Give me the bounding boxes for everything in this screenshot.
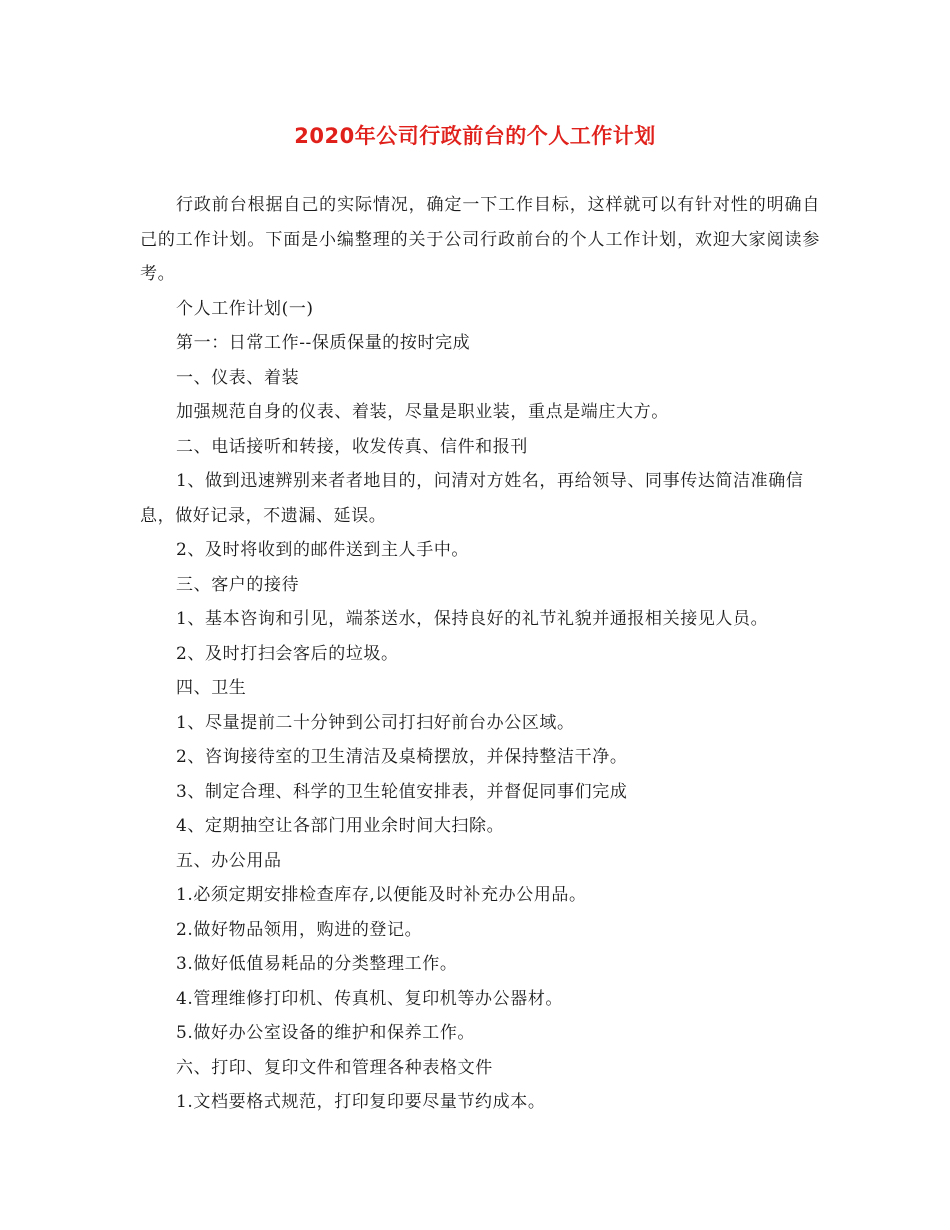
list-item-hygiene-2: 2、咨询接待室的卫生清洁及桌椅摆放，并保持整洁干净。	[176, 747, 628, 767]
list-item-phone-1: 1、做到迅速辨别来者者地目的，问清对方姓名，再给领导、同事传达简洁准确信息，做好记录，不遗漏、延误。	[140, 471, 804, 526]
list-item-supplies-1: 1.必须定期安排检查库存,以便能及时补充办公用品。	[176, 885, 587, 905]
subsection-heading-printing: 六、打印、复印文件和管理各种表格文件	[176, 1057, 493, 1078]
list-item-supplies-5: 5.做好办公室设备的维护和保养工作。	[176, 1023, 476, 1043]
list-item-hygiene-1: 1、尽量提前二十分钟到公司打扫好前台办公区域。	[176, 712, 575, 733]
subsection-heading-phone: 二、电话接听和转接，收发传真、信件和报刊	[176, 436, 528, 457]
subsection-heading-reception: 三、客户的接待	[176, 574, 300, 595]
list-item-supplies-2: 2.做好物品领用，购进的登记。	[176, 919, 423, 940]
list-item-hygiene-3: 3、制定合理、科学的卫生轮值安排表，并督促同事们完成	[176, 781, 628, 802]
list-item-reception-2: 2、及时打扫会客后的垃圾。	[176, 643, 399, 664]
list-item-printing-1: 1.文档要格式规范，打印复印要尽量节约成本。	[176, 1092, 546, 1112]
list-item-hygiene-4: 4、定期抽空让各部门用业余时间大扫除。	[176, 816, 505, 836]
list-item-phone-2: 2、及时将收到的邮件送到主人手中。	[176, 540, 470, 560]
subsection-heading-appearance: 一、仪表、着装	[176, 367, 300, 388]
list-item-supplies-3: 3.做好低值易耗品的分类整理工作。	[176, 954, 458, 974]
subsection-heading-hygiene: 四、卫生	[176, 678, 247, 698]
section-heading-daily-work: 第一：日常工作--保质保量的按时完成	[176, 333, 471, 353]
list-item-supplies-4: 4.管理维修打印机、传真机、复印机等办公器材。	[176, 988, 564, 1009]
intro-paragraph: 行政前台根据自己的实际情况，确定一下工作目标，这样就可以有针对性的明确自己的工作计划。下面是小编整理的关于公司行政前台的个人工作计划，欢迎大家阅读参考。	[140, 195, 820, 284]
list-item-reception-1: 1、基本咨询和引见，端茶送水，保持良好的礼节礼貌并通报相关接见人员。	[176, 609, 769, 629]
paragraph-appearance: 加强规范自身的仪表、着装，尽量是职业装，重点是端庄大方。	[176, 402, 669, 422]
document-title: 2020年公司行政前台的个人工作计划	[294, 124, 656, 148]
document-body	[140, 188, 820, 1120]
subsection-heading-supplies: 五、办公用品	[176, 850, 282, 871]
plan-heading: 个人工作计划(一)	[176, 298, 314, 319]
